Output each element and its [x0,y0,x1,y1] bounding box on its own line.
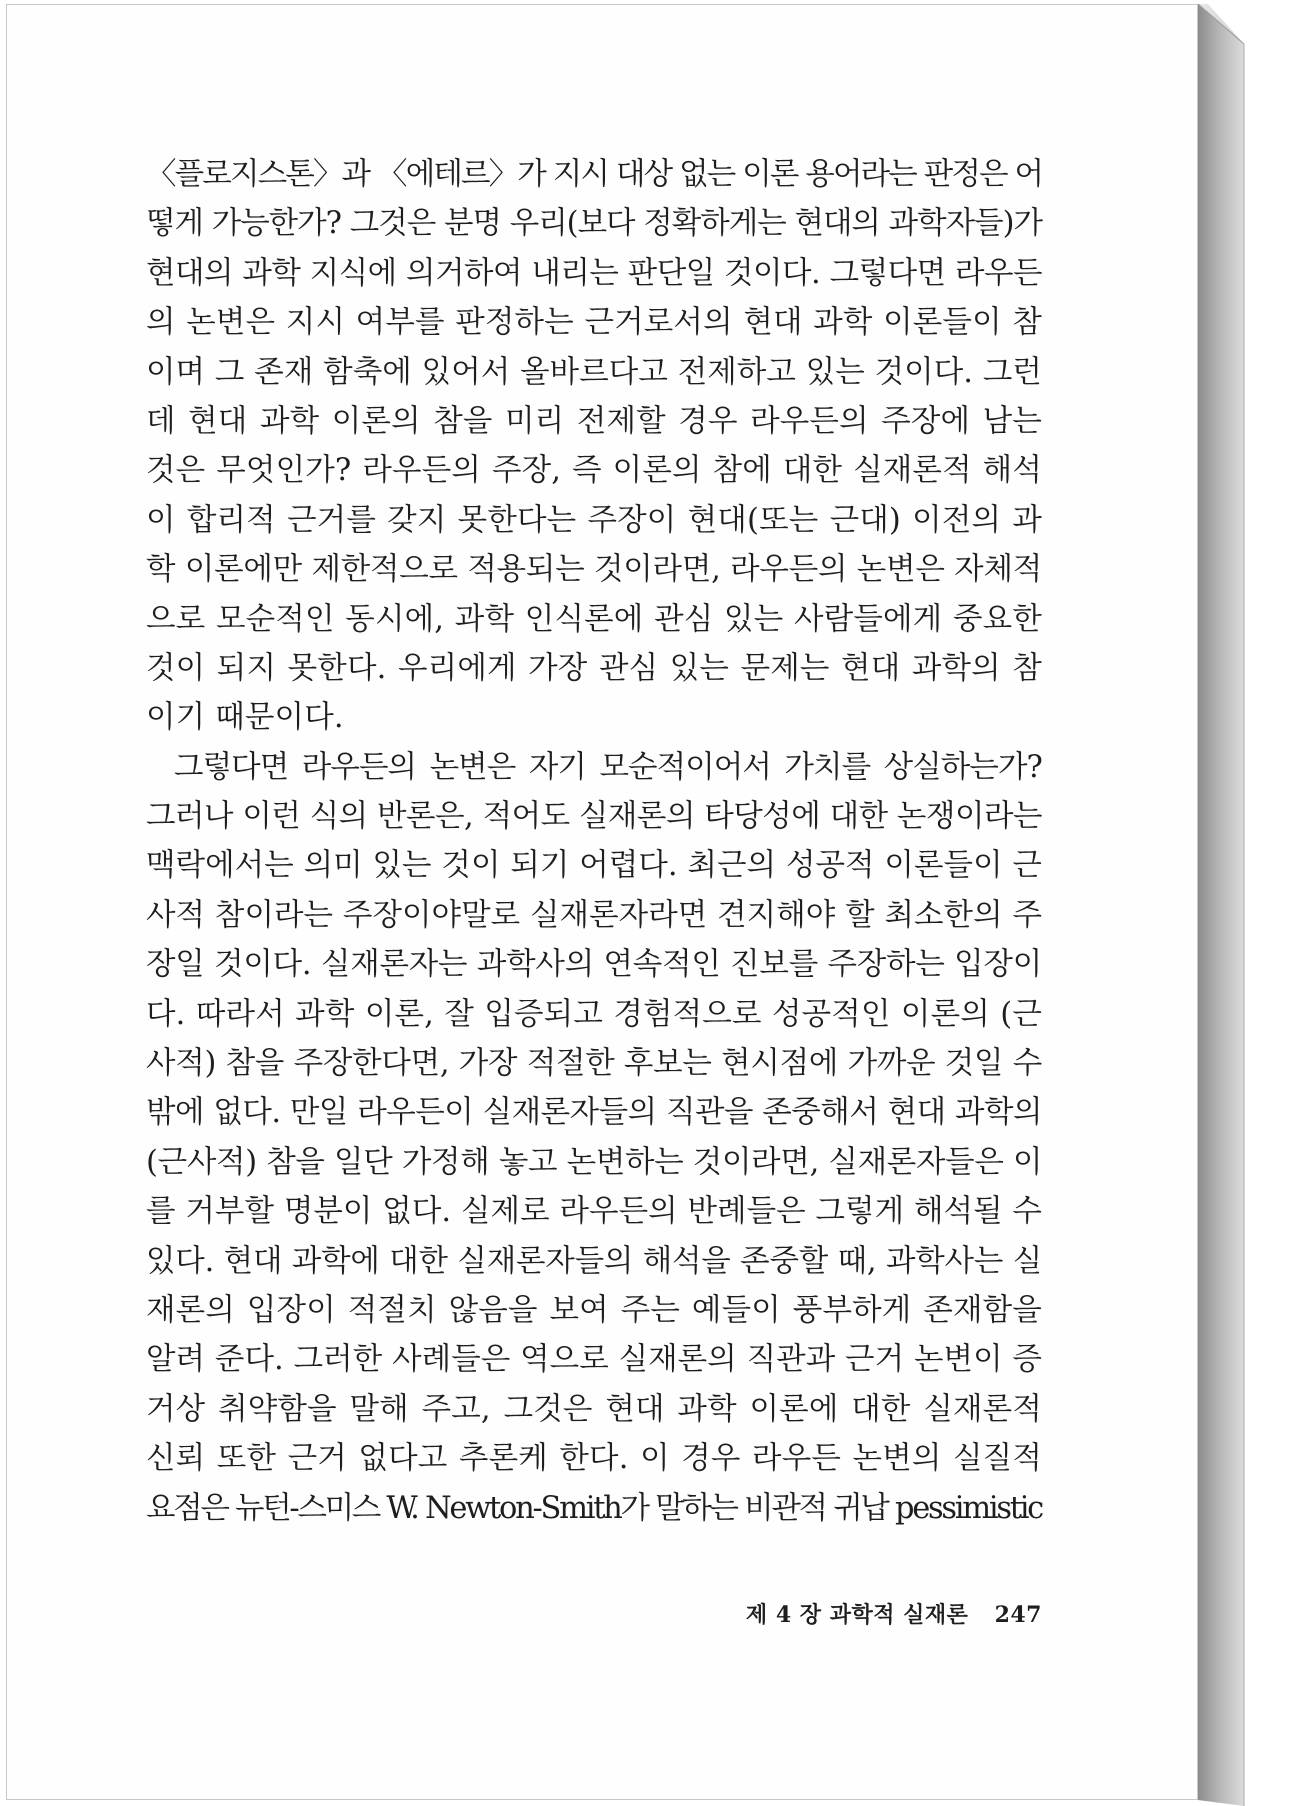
paragraph-2 [146,743,1042,1533]
text-line: 신뢰 또한 근거 없다고 추론케 한다. 이 경우 라우든 논변의 실질적 [146,1441,1042,1477]
text-line: 데 현대 과학 이론의 참을 미리 전제할 경우 라우든의 주장에 남는 [146,403,1042,439]
text-line: 맥락에서는 의미 있는 것이 되기 어렵다. 최근의 성공적 이론들이 근 [146,848,1042,884]
text-line: 이기 때문이다. [146,700,344,736]
text-line: 떻게 가능한가? 그것은 분명 우리(보다 정확하게는 현대의 과학자들)가 [146,206,1042,242]
text-line: 학 이론에만 제한적으로 적용되는 것이라면, 라우든의 논변은 자체적 [146,552,1042,588]
text-line: 다. 따라서 과학 이론, 잘 입증되고 경험적으로 성공적인 이론의 (근 [146,996,1042,1032]
text-line: 것은 무엇인가? 라우든의 주장, 즉 이론의 참에 대한 실재론적 해석 [146,453,1042,489]
text-line: 것이 되지 못한다. 우리에게 가장 관심 있는 문제는 현대 과학의 참 [146,650,1042,686]
text-line: 이며 그 존재 함축에 있어서 올바르다고 전제하고 있는 것이다. 그런 [146,354,1042,390]
text-line: 밖에 없다. 만일 라우든이 실재론자들의 직관을 존중해서 현대 과학의 [146,1095,1042,1131]
paragraph-1 [146,150,1042,743]
text-line: 사적 참이라는 주장이야말로 실재론자라면 견지해야 할 최소한의 주 [146,897,1042,933]
text-line: 거상 취약함을 말해 주고, 그것은 현대 과학 이론에 대한 실재론적 [146,1391,1042,1427]
text-line: 그렇다면 라우든의 논변은 자기 모순적이어서 가치를 상실하는가? [174,749,1042,785]
text-line: 재론의 입장이 적절치 않음을 보여 주는 예들이 풍부하게 존재함을 [146,1292,1042,1328]
text-line: 이 합리적 근거를 갖지 못한다는 주장이 현대(또는 근대) 이전의 과 [146,502,1042,538]
text-line: 장일 것이다. 실재론자는 과학사의 연속적인 진보를 주장하는 입장이 [146,947,1042,983]
text-line: 그러나 이런 식의 반론은, 적어도 실재론의 타당성에 대한 논쟁이라는 [146,799,1042,835]
text-line: 요점은 뉴턴-스미스 W. Newton-Smith가 말하는 비관적 귀납 pessimistic [146,1490,1042,1526]
text-line: 있다. 현대 과학에 대한 실재론자들의 해석을 존중할 때, 과학사는 실 [146,1243,1042,1279]
page-number: 247 [994,1602,1042,1628]
chapter-title: 제 4 장 과학적 실재론 [745,1602,969,1628]
page-footer [600,1598,1042,1629]
text-line: 의 논변은 지시 여부를 판정하는 근거로서의 현대 과학 이론들이 참 [146,305,1042,341]
text-line: 사적) 참을 주장한다면, 가장 적절한 후보는 현시점에 가까운 것일 수 [146,1046,1042,1082]
text-line: 〈플로지스톤〉과 〈에테르〉가 지시 대상 없는 이론 용어라는 판정은 어 [146,157,1043,192]
text-line: 현대의 과학 지식에 의거하여 내리는 판단일 것이다. 그렇다면 라우든 [146,255,1042,291]
text-line: 알려 준다. 그러한 사례들은 역으로 실재론의 직관과 근거 논변이 증 [146,1342,1042,1378]
text-line: 를 거부할 명분이 없다. 실제로 라우든의 반례들은 그렇게 해석될 수 [146,1194,1042,1230]
body-text [146,150,1042,1533]
text-line: 으로 모순적인 동시에, 과학 인식론에 관심 있는 사람들에게 중요한 [146,601,1042,637]
text-line: (근사적) 참을 일단 가정해 놓고 논변하는 것이라면, 실재론자들은 이 [146,1144,1043,1180]
